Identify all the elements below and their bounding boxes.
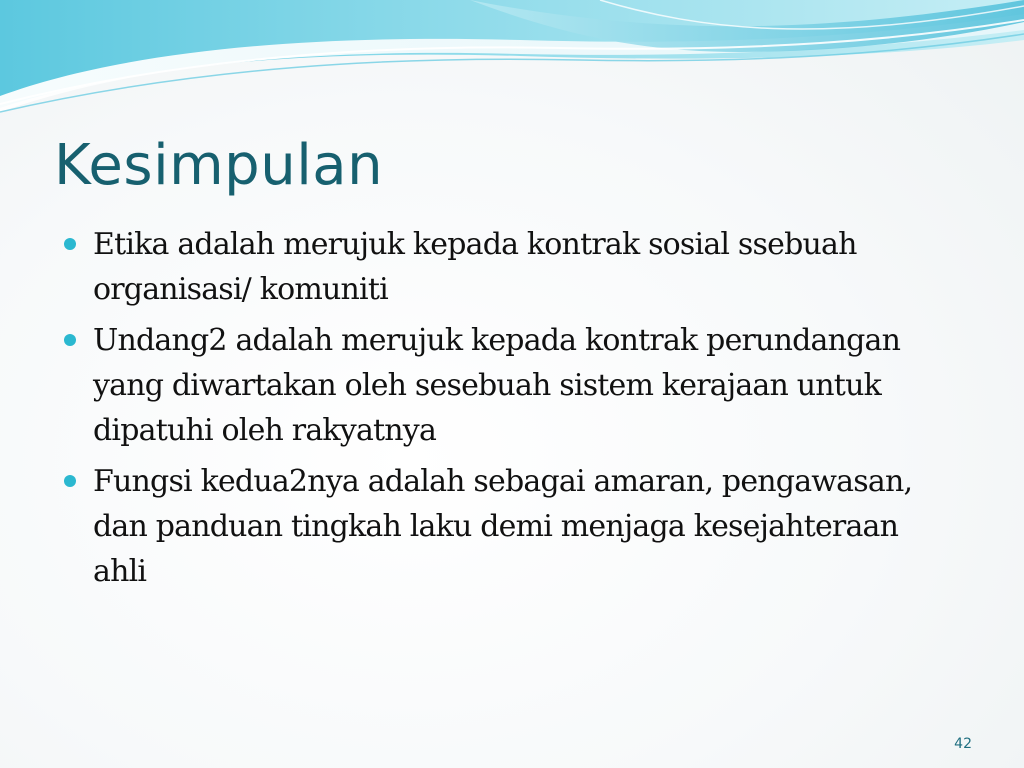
slide-title: Kesimpulan [54, 133, 384, 198]
bullet-text: Fungsi kedua2nya adalah sebagai amaran, pengawasan, dan panduan tingkah laku demi menjaga kesejahteraan ahli [93, 464, 913, 589]
bullet-item [60, 459, 960, 594]
slide-number: 42 [954, 736, 972, 752]
bullet-item [60, 318, 960, 453]
header-wave-decoration [0, 0, 1024, 120]
bullet-text: Undang2 adalah merujuk kepada kontrak perundangan yang diwartakan oleh sesebuah sistem kerajaan untuk dipatuhi oleh rakyatnya [93, 323, 901, 448]
bullet-dot-icon [64, 475, 76, 487]
bullet-list [60, 222, 960, 600]
bullet-dot-icon [64, 238, 76, 250]
bullet-item [60, 222, 960, 312]
bullet-dot-icon [64, 334, 76, 346]
bullet-text: Etika adalah merujuk kepada kontrak sosial ssebuah organisasi/ komuniti [93, 227, 857, 307]
